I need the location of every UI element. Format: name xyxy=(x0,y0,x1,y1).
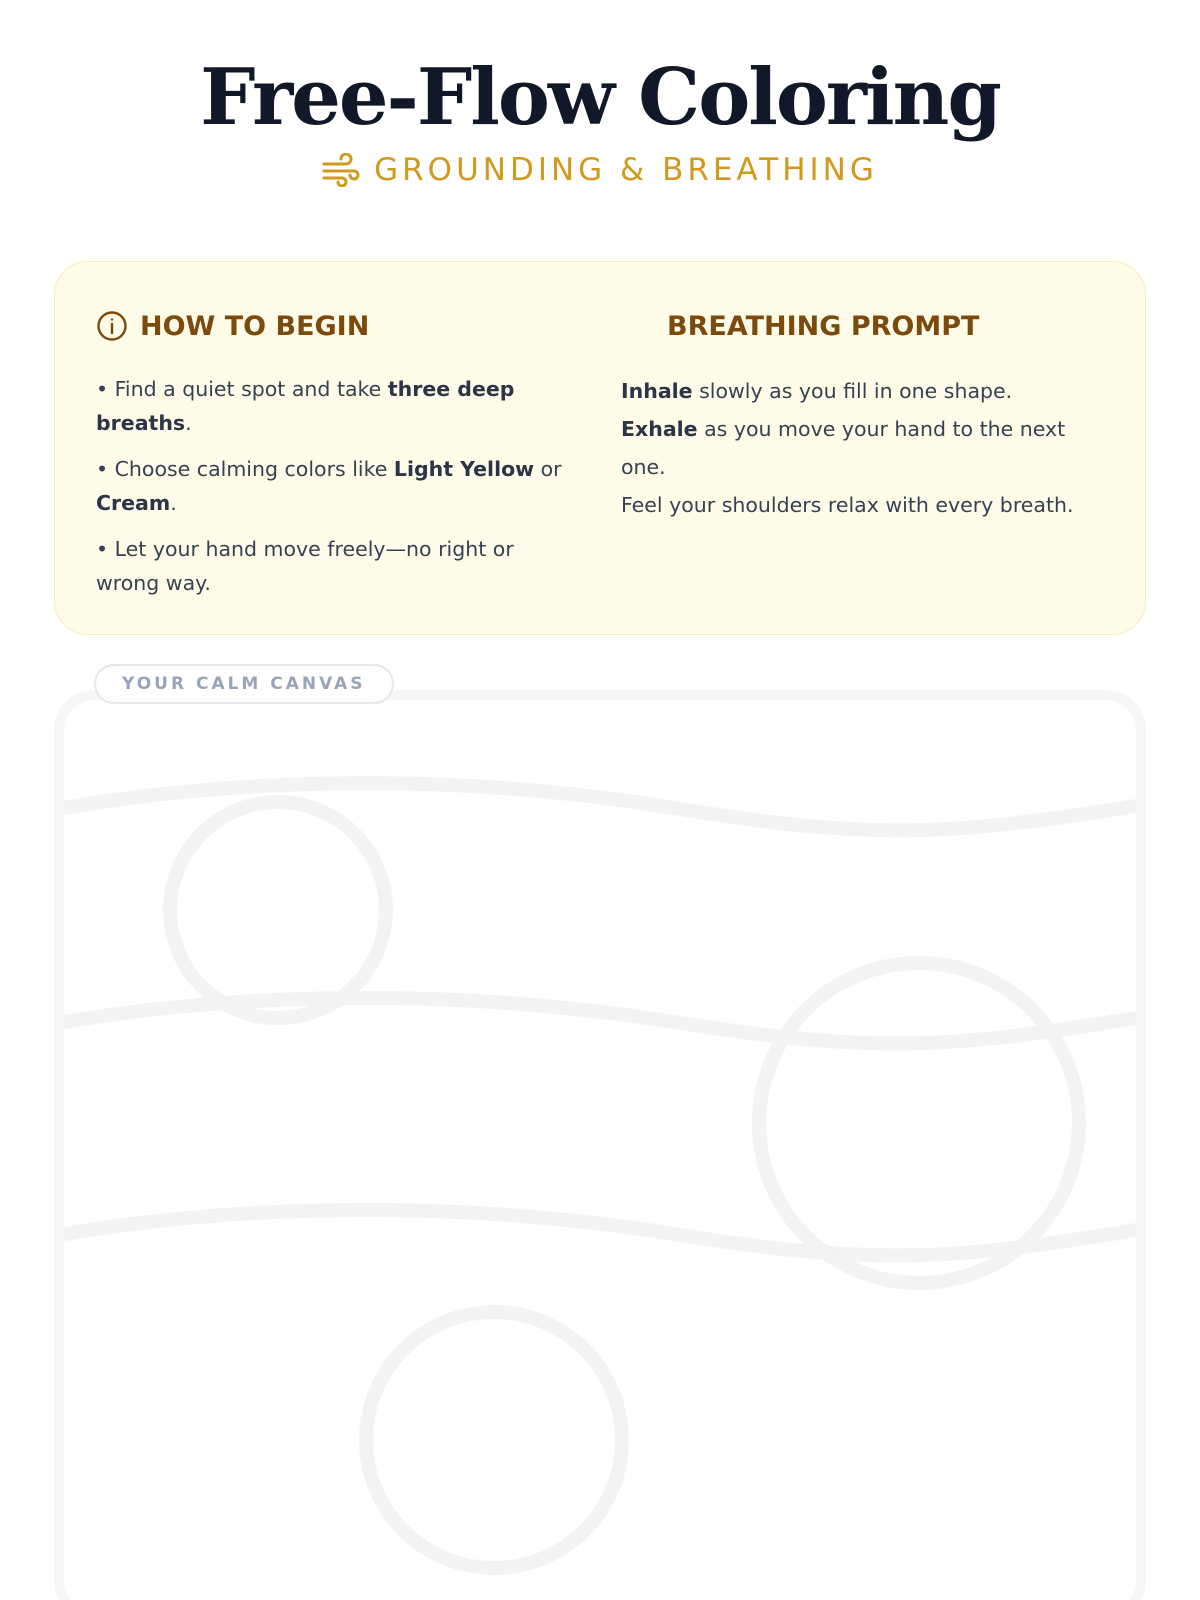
coloring-shapes[interactable] xyxy=(54,690,1146,1600)
canvas-label: YOUR CALM CANVAS xyxy=(94,664,394,704)
wind-icon xyxy=(322,153,360,187)
prompt-line: Exhale as you move your hand to the next one. xyxy=(621,417,1066,479)
instruction-item: • Find a quiet spot and take three deep breaths. xyxy=(96,377,515,435)
circle-shape xyxy=(170,802,386,1018)
how-to-begin-heading xyxy=(96,306,566,346)
subtitle-text: GROUNDING & BREATHING xyxy=(374,152,878,188)
coloring-canvas[interactable] xyxy=(54,690,1146,1600)
breathing-prompt-heading: BREATHING PROMPT xyxy=(667,310,980,342)
circle-shape xyxy=(366,1312,622,1568)
page-title: Free-Flow Coloring xyxy=(200,52,1000,143)
instruction-item: • Let your hand move freely—no right or wrong way. xyxy=(96,537,514,595)
prompt-line: Inhale slowly as you fill in one shape. xyxy=(621,379,1013,403)
instructions-card xyxy=(54,261,1146,635)
how-to-begin-title: HOW TO BEGIN xyxy=(140,310,370,342)
instruction-item: • Choose calming colors like Light Yellow or Cream. xyxy=(96,457,562,515)
how-to-begin-section xyxy=(96,306,566,612)
wave-shape xyxy=(64,1210,1136,1255)
subtitle xyxy=(0,148,1200,192)
circle-shape xyxy=(759,963,1079,1283)
breathing-prompt-section xyxy=(621,306,1101,524)
info-icon xyxy=(96,310,128,342)
prompt-line: Feel your shoulders relax with every breath. xyxy=(621,493,1074,517)
